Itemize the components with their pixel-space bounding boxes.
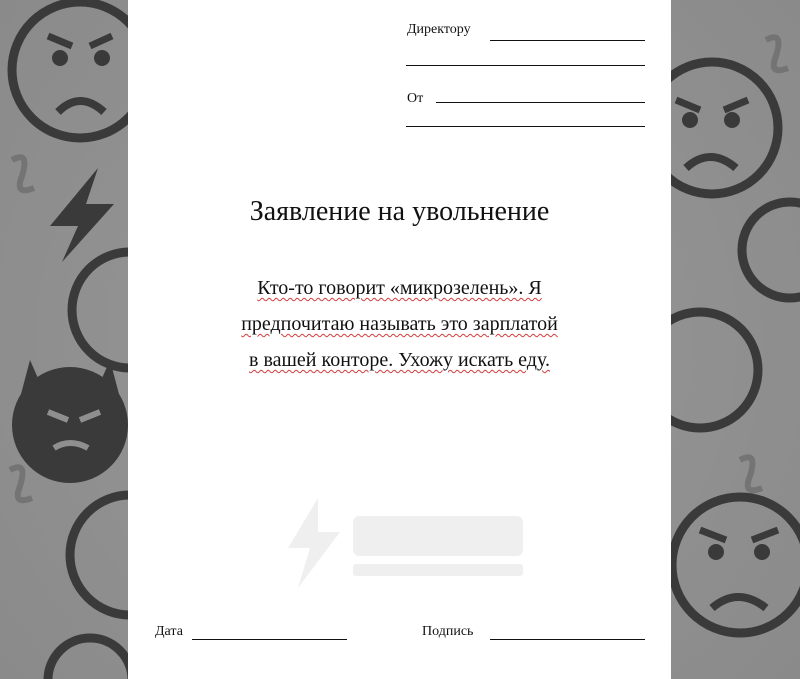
body-line: предпочитаю называть это зарплатой xyxy=(241,313,558,335)
date-label: Дата xyxy=(155,624,183,639)
body-line: в вашей конторе. Ухожу искать еду. xyxy=(249,349,550,371)
director-label: Директору xyxy=(407,22,471,37)
lightning-icon xyxy=(50,168,114,262)
devil-face-icon xyxy=(12,360,128,483)
director-name-line[interactable] xyxy=(490,40,645,41)
signature-label: Подпись xyxy=(422,624,474,639)
from-label: От xyxy=(407,91,424,106)
document-title: Заявление на увольнение xyxy=(249,196,550,227)
angry-face-icon xyxy=(672,497,800,633)
director-name-line-2[interactable] xyxy=(406,65,645,66)
document-body xyxy=(168,270,631,378)
watermark-logo xyxy=(278,488,538,598)
from-name-line-2[interactable] xyxy=(406,126,645,127)
body-line: Кто-то говорит «микрозелень». Я xyxy=(257,277,542,299)
signature-line[interactable] xyxy=(490,639,645,640)
date-line[interactable] xyxy=(192,639,347,640)
resignation-letter-page xyxy=(128,0,671,679)
from-name-line[interactable] xyxy=(436,102,645,103)
